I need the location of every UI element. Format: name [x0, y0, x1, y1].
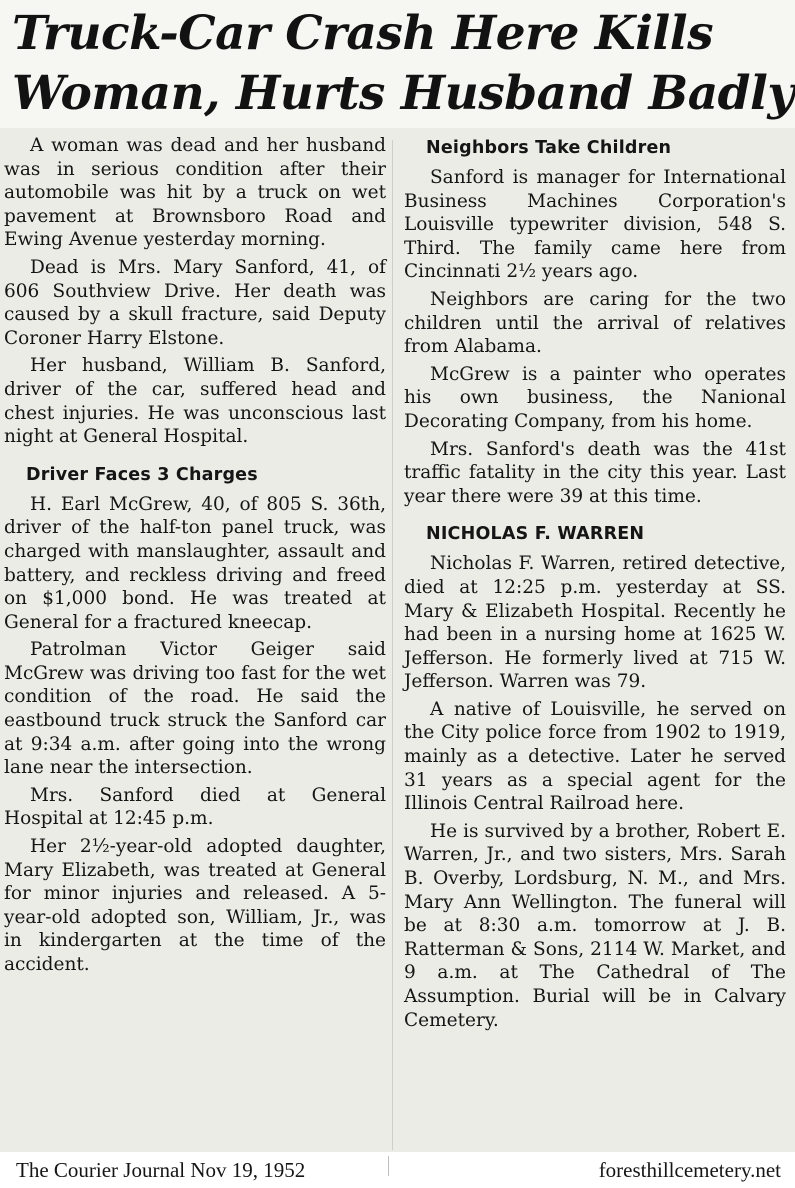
paragraph: A woman was dead and her husband was in serious condition after their automobile was hit by a truck on wet pavement at Brownsboro Road and Ewing Avenue yesterday morning.: [4, 135, 386, 251]
headline-line-2: Woman, Hurts Husband Badly: [12, 66, 795, 121]
left-column: [4, 134, 386, 977]
paragraph: He is survived by a brother, Robert E. Warren, Jr., and two sisters, Mrs. Sarah B. Overby, Lordsburg, N. M., and Mrs. Mary Ann Wellington. The funeral will be at 8:30 a.m. tomorrow at J. B. Ratterman & Sons, 2114 W. Market, and 9 a.m. at The Cathedral of The Assumption. Burial will be in Calvary Cemetery.: [404, 820, 786, 1031]
website-credit: foresthillcemetery.net: [598, 1158, 781, 1182]
source-citation: The Courier Journal Nov 19, 1952: [16, 1158, 306, 1182]
subhead-block: [4, 463, 386, 487]
footer: [0, 1152, 795, 1188]
paragraph: Dead is Mrs. Mary Sanford, 41, of 606 Southview Drive. Her death was caused by a skull fracture, said Deputy Coroner Harry Elstone.: [4, 256, 386, 349]
paragraph: Neighbors are caring for the two children until the arrival of relatives from Alabama.: [404, 288, 786, 358]
subhead-driver-charges: Driver Faces 3 Charges: [26, 464, 258, 485]
subhead-block: [404, 522, 786, 546]
subhead-obituary-name: NICHOLAS F. WARREN: [426, 524, 645, 545]
paragraph: McGrew is a painter who operates his own business, the Nanional Decorating Company, from his home.: [404, 363, 786, 432]
column-divider: [392, 140, 393, 1150]
paragraph: Nicholas F. Warren, retired detective, died at 12:25 p.m. yesterday at SS. Mary & Elizabeth Hospital. Recently he had been in a nursing home at 1625 W. Jefferson. He formerly lived at 715 W. Jefferson. Warren was 79.: [404, 553, 786, 693]
paragraph: Her husband, William B. Sanford, driver of the car, suffered head and chest injuries. He was unconscious last night at General Hospital.: [4, 355, 386, 448]
paragraph: Her 2½-year-old adopted daughter, Mary Elizabeth, was treated at General for minor injuries and released. A 5-year-old adopted son, William, Jr., was in kindergarten at the time of the accident.: [4, 836, 386, 975]
headline: [0, 0, 795, 128]
headline-line-1: Truck-Car Crash Here Kills: [12, 6, 714, 61]
paragraph: Mrs. Sanford's death was the 41st traffic fatality in the city this year. Last year there were 39 at this time.: [404, 438, 786, 507]
right-column: [404, 134, 786, 1032]
paragraph: Mrs. Sanford died at General Hospital at 12:45 p.m.: [4, 784, 386, 830]
paragraph: A native of Louisville, he served on the City police force from 1902 to 1919, mainly as a detective. Later he served 31 years as a special agent for the Illinois Central Railroad here.: [404, 698, 786, 815]
paragraph: Sanford is manager for International Business Machines Corporation's Louisville typewriter division, 548 S. Third. The family came here from Cincinnati 2½ years ago.: [404, 167, 786, 283]
footer-divider: [388, 1156, 389, 1176]
subhead-neighbors: Neighbors Take Children: [426, 138, 672, 158]
paragraph: Patrolman Victor Geiger said McGrew was driving too fast for the wet condition of the road. He said the eastbound truck struck the Sanford car at 9:34 a.m. after going into the wrong lane near the intersection.: [4, 639, 386, 779]
paragraph: H. Earl McGrew, 40, of 805 S. 36th, driver of the half-ton panel truck, was charged with manslaughter, assault and battery, and reckless driving and freed on $1,000 bond. He was treated at General for a fractured kneecap.: [4, 493, 386, 633]
